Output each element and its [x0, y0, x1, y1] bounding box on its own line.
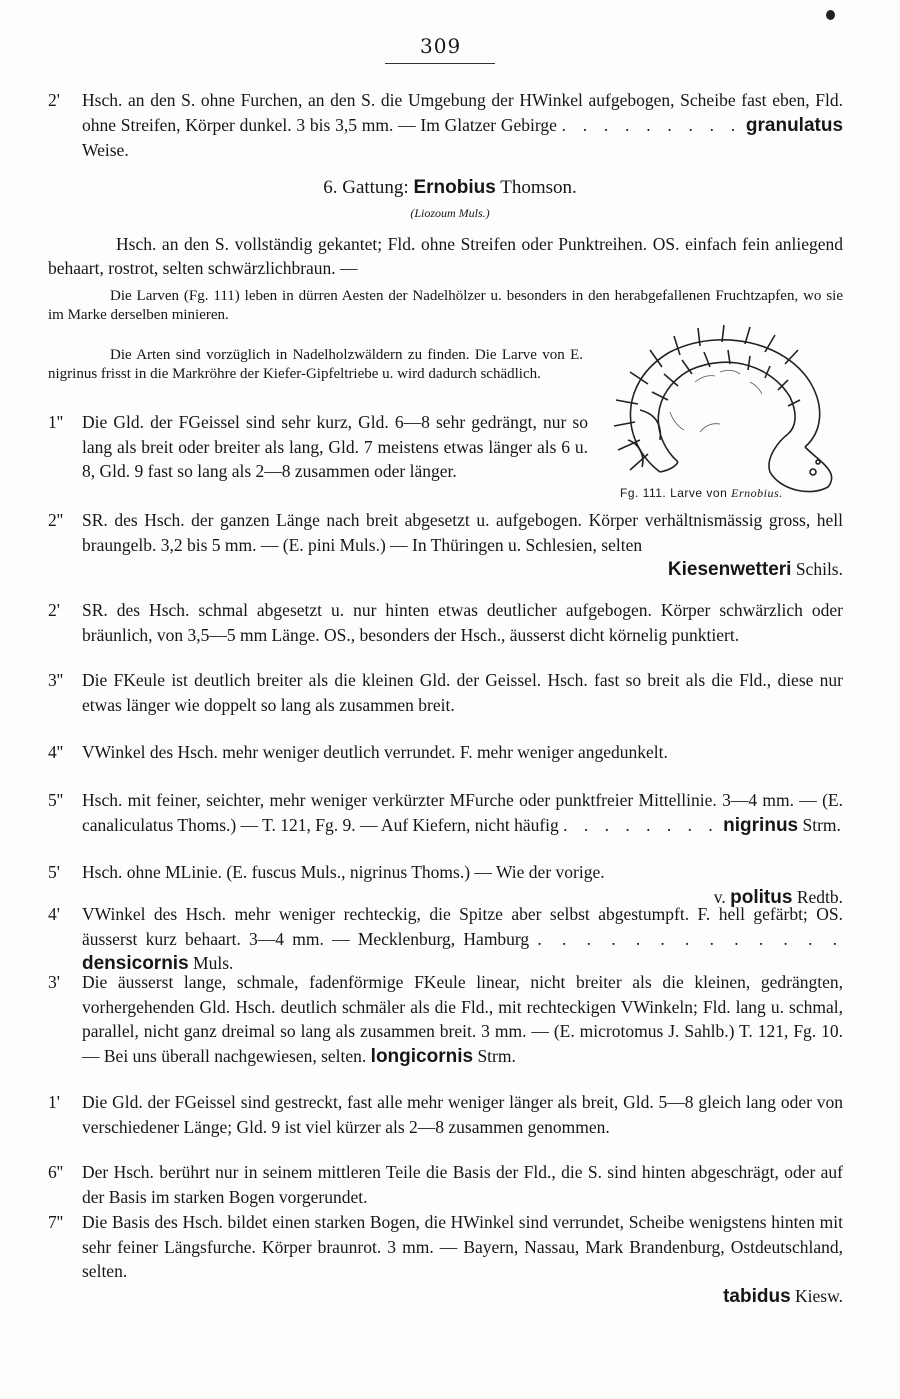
- couplet-text: Die Gld. der FGeissel sind gestreckt, fast alle mehr weniger länger als breit, Gld. 5—8 gleich lang oder von verschiedener Länge; Gld. 9 ist viel kürzer als 2—8 zusammen genommen.: [82, 1092, 848, 1137]
- couplet-number: 3': [48, 972, 60, 992]
- key-entry-4prime-densicornis: [48, 902, 848, 977]
- page-number: 309: [420, 34, 462, 58]
- couplet-number: 2': [48, 90, 60, 110]
- key-entry-1doubleprime: [48, 410, 593, 484]
- variety-prefix: v.: [713, 886, 726, 907]
- figure-caption: [620, 486, 783, 501]
- leader-dots: . . . . . . . . .: [561, 114, 742, 135]
- key-entry-3prime-longicornis: [48, 970, 848, 1069]
- header-rule: [385, 63, 495, 64]
- genus-author: Thomson.: [500, 177, 577, 198]
- genus-description: Hsch. an den S. vollständig gekantet; Fld. ohne Streifen oder Punktreihen. OS. einfach fein anliegend behaart, rostrot, selten schwärzlichbraun. —: [48, 234, 843, 278]
- key-entry-4doubleprime: [48, 740, 843, 765]
- couplet-text: Der Hsch. berührt nur in seinem mittleren Teile die Basis der Fld., die S. sind hinten abgeschrägt, oder auf der Basis im starken Bogen vorgerundet.: [82, 1162, 848, 1207]
- species-name: Kiesenwetteri: [667, 559, 792, 580]
- couplet-text: Hsch. mit feiner, seichter, mehr weniger verkürzter MFurche oder punktfreier Mittellinie. 3—4 mm. — (E. canaliculatus Thoms.) — T. 121, Fg. 9. — Auf Kiefern, nicht häufig: [82, 790, 848, 835]
- couplet-text: SR. des Hsch. der ganzen Länge nach breit abgesetzt u. aufgebogen. Körper verhältnismässig gross, hell braungelb. 3,2 bis 5 mm. — (E. pini Muls.) — In Thüringen u. Schlesien, selten: [82, 510, 848, 555]
- couplet-text: Die Basis des Hsch. bildet einen starken Bogen, die HWinkel sind verrundet, Scheibe wenigstens hinten mit sehr feiner Längsfurche. Körper braunrot. 3 mm. — Bayern, Nassau, Mark Brandenburg, Ostdeutschland, selten.: [82, 1212, 848, 1281]
- species-author: Strm.: [802, 814, 841, 835]
- genus-prefix: 6. Gattung:: [323, 177, 409, 198]
- key-entry-5doubleprime-nigrinus: [48, 788, 848, 838]
- species-author: Strm.: [477, 1045, 516, 1066]
- couplet-number: 6'': [48, 1162, 64, 1182]
- couplet-number: 4': [48, 904, 60, 924]
- species-name: granulatus: [745, 114, 844, 136]
- genus-heading: [0, 177, 900, 199]
- couplet-text: Die FKeule ist deutlich breiter als die kleinen Gld. der Geissel. Hsch. fast so breit als die Fld., diese nur etwas länger wie doppelt so lang als zusammen breit.: [82, 670, 848, 715]
- couplet-number: 3'': [48, 670, 64, 690]
- species-name: longicornis: [370, 1045, 474, 1067]
- species-author: Weise.: [82, 140, 129, 160]
- couplet-number: 2'': [48, 510, 64, 530]
- leader-dots: . . . . . . . . . . . . .: [537, 928, 844, 949]
- key-entry-1prime: [48, 1090, 848, 1139]
- couplet-number: 7'': [48, 1212, 64, 1232]
- genus-name: Ernobius: [413, 177, 496, 198]
- species-author: Redtb.: [796, 886, 843, 907]
- couplet-text: Die äusserst lange, schmale, fadenförmige FKeule linear, nicht breiter als die kleinen, gedrängten, vorhergehenden Gld. Hsch. deutlich schmäler als die Fld., mit rechteckigen VWinkeln; Fld. lang u. schmal, parallel, nicht ganz dreimal so lang als zusammen breit. 3 mm. — (E. microtomus J. Sahlb.) T. 121, Fg. 10. — Bei uns überall nachgewiesen, selten.: [82, 972, 848, 1066]
- couplet-text: VWinkel des Hsch. mehr weniger deutlich verrundet. F. mehr weniger angedunkelt.: [82, 742, 668, 762]
- leader-dots: . . . . . . . .: [563, 814, 719, 835]
- couplet-text: VWinkel des Hsch. mehr weniger rechteckig, die Spitze aber selbst abgestumpft. F. hell gefärbt; OS. äusserst kurz behaart. 3—4 mm. — Mecklenburg, Hamburg: [82, 904, 848, 949]
- key-entry-2prime: [48, 598, 848, 647]
- key-entry-2prime-granulatus: [48, 88, 848, 163]
- couplet-text: Hsch. ohne MLinie. (E. fuscus Muls., nigrinus Thoms.) — Wie der vorige.: [82, 862, 605, 882]
- couplet-number: 5': [48, 862, 60, 882]
- species-name: nigrinus: [723, 814, 799, 836]
- couplet-text: SR. des Hsch. schmal abgesetzt u. nur hinten etwas deutlicher aufgebogen. Körper schwärzlich oder bräunlich, von 3,5—5 mm Länge. OS., besonders der Hsch., äusserst dicht körnelig punktiert.: [82, 600, 848, 645]
- key-entry-7doubleprime-tabidus: [48, 1210, 848, 1309]
- couplet-number: 1': [48, 1092, 60, 1112]
- couplet-number: 5'': [48, 790, 64, 810]
- species-author: Kiesw.: [795, 1285, 843, 1306]
- key-entry-2doubleprime-kiesenwetteri: [48, 508, 848, 583]
- figure-caption-prefix: Fg. 111. Larve von: [620, 486, 728, 500]
- species-name: tabidus: [723, 1285, 791, 1307]
- species-author: Muls.: [193, 953, 234, 973]
- couplet-text: Hsch. an den S. ohne Furchen, an den S. die Umgebung der HWinkel aufgebogen, Scheibe fast eben, Fld. ohne Streifen, Körper dunkel. 3 bis 3,5 mm. — Im Glatzer Gebirge: [82, 90, 848, 135]
- ink-blot: [826, 10, 835, 20]
- couplet-number: 4'': [48, 742, 64, 762]
- species-name: densicornis: [82, 953, 189, 974]
- couplet-number: 2': [48, 600, 60, 620]
- larva-illustration: [600, 322, 850, 497]
- larva-note: Die Larven (Fg. 111) leben in dürren Aesten der Nadelhölzer u. besonders in den herabgefallenen Fruchtzapfen, wo sie im Marke derselben minieren.: [48, 288, 843, 323]
- couplet-text: Die Gld. der FGeissel sind sehr kurz, Gld. 6—8 sehr gedrängt, nur so lang als breit oder breiter als lang, Gld. 7 meistens etwas länger als 6 u. 8, Gld. 9 fast so lang als 2—8 zusammen oder länger.: [82, 412, 593, 481]
- genus-synonym: (Liozoum Muls.): [410, 206, 490, 220]
- figure-caption-genus: Ernobius.: [731, 486, 783, 500]
- couplet-number: 1'': [48, 412, 64, 432]
- key-entry-6doubleprime: [48, 1160, 848, 1209]
- key-entry-3doubleprime: [48, 668, 848, 717]
- species-author: Schils.: [795, 559, 843, 579]
- habitat-note: Die Arten sind vorzüglich in Nadelholzwäldern zu finden. Die Larve von E. nigrinus frisst in die Markröhre der Kiefer-Gipfeltriebe u. wird dadurch schädlich.: [48, 347, 583, 382]
- species-name: politus: [730, 886, 793, 908]
